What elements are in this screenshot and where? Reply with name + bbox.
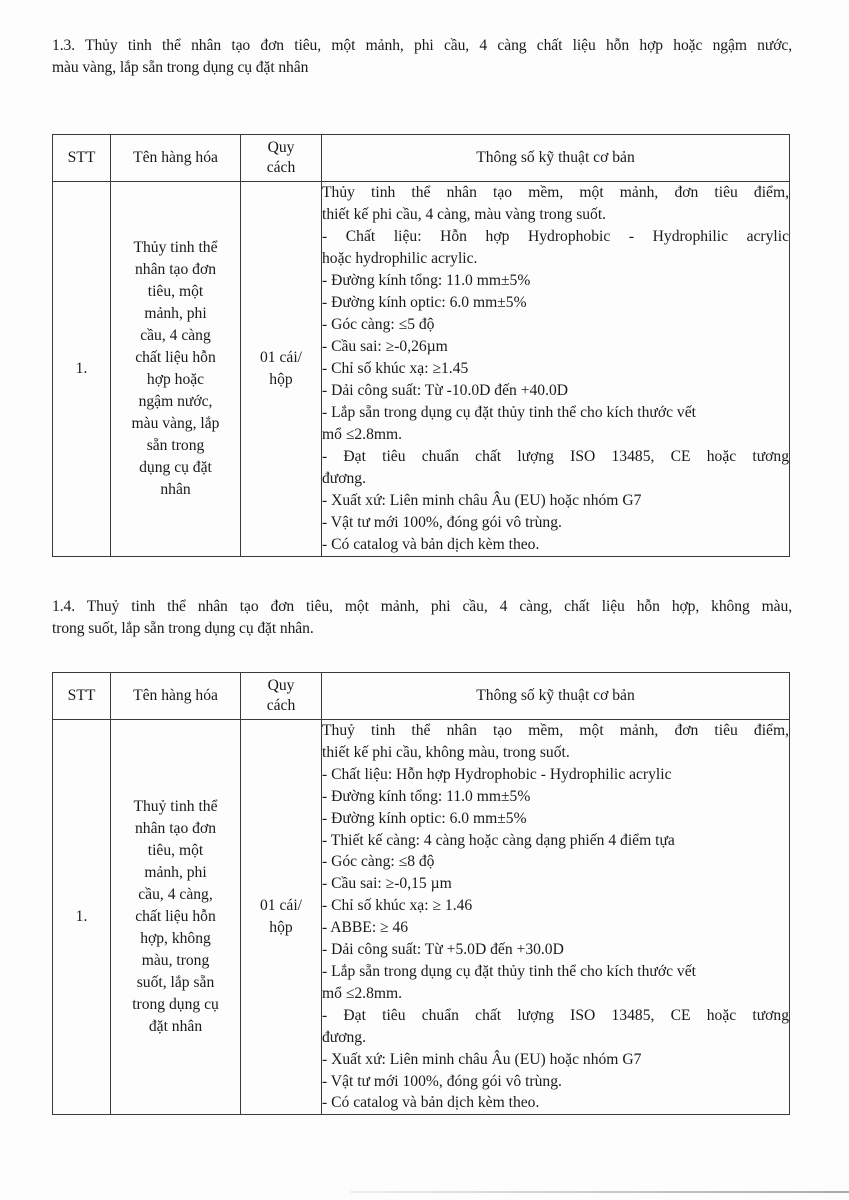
spec-line: Thủy tinh thể nhân tạo mềm, một mảnh, đơn tiêu điểm, xyxy=(322,184,789,201)
product-name-line: mảnh, phi xyxy=(144,864,207,882)
row-stt: 1. xyxy=(53,720,111,1115)
header-stt: STT xyxy=(53,135,111,182)
spec-line: - Lắp sẵn trong dụng cụ đặt thủy tinh thể cho kích thước vết xyxy=(322,962,696,980)
product-name-line: màu vàng, lắp xyxy=(131,415,220,432)
spec-line: hoặc hydrophilic acrylic. xyxy=(322,250,478,267)
spec-line: - Đạt tiêu chuẩn chất lượng ISO 13485, CE hoặc tương xyxy=(322,448,789,465)
table-row xyxy=(53,720,790,1115)
spec-line: - Xuất xứ: Liên minh châu Âu (EU) hoặc nhóm G7 xyxy=(322,1050,642,1068)
header-packaging xyxy=(241,135,322,182)
spec-line: - Đạt tiêu chuẩn chất lượng ISO 13485, CE hoặc tương xyxy=(322,1006,789,1024)
product-name-line: cầu, 4 càng, xyxy=(138,886,213,904)
product-name-line: chất liệu hỗn xyxy=(135,349,216,366)
product-name-line: đặt nhân xyxy=(148,1018,203,1036)
spec-line: - Cầu sai: ≥-0,26µm xyxy=(322,338,448,355)
header-specifications: Thông số kỹ thuật cơ bản xyxy=(322,673,790,720)
spec-table-1-3 xyxy=(52,134,790,557)
heading-line: 1.4. Thuỷ tinh thể nhân tạo đơn tiêu, một mảnh, phi cầu, 4 càng, chất liệu hỗn hợp, không màu, xyxy=(52,598,792,615)
spec-line: thiết kế phi cầu, không màu, trong suốt. xyxy=(322,743,570,761)
spec-line: - Đường kính tổng: 11.0 mm±5% xyxy=(322,787,531,805)
section-heading-1-4 xyxy=(52,596,792,640)
row-product-name xyxy=(111,182,241,557)
product-name-line: ngậm nước, xyxy=(138,393,213,410)
product-name-line: chất liệu hỗn xyxy=(135,908,216,926)
product-name-line: màu, trong xyxy=(141,952,210,970)
product-name-line: hợp hoặc xyxy=(146,371,205,388)
header-stt: STT xyxy=(53,673,111,720)
heading-line: trong suốt, lắp sẵn trong dụng cụ đặt nhân. xyxy=(52,620,314,637)
spec-line: - Đường kính optic: 6.0 mm±5% xyxy=(322,294,527,311)
packaging-line: 01 cái/ xyxy=(260,349,302,366)
row-packaging xyxy=(241,720,322,1115)
spec-line: đương. xyxy=(322,470,366,487)
row-product-name xyxy=(111,720,241,1115)
product-name-line: nhân tạo đơn xyxy=(135,261,216,278)
product-name-line: tiêu, một xyxy=(147,283,204,300)
product-name-line: nhân xyxy=(160,481,191,498)
product-name-line: sẵn trong xyxy=(146,437,205,454)
spec-line: - ABBE: ≥ 46 xyxy=(322,919,409,937)
product-name-line: cầu, 4 càng xyxy=(140,327,211,344)
spec-line: - Góc càng: ≤5 độ xyxy=(322,316,435,333)
spec-line: - Góc càng: ≤8 độ xyxy=(322,853,435,871)
spec-line: - Dải công suất: Từ +5.0D đến +30.0D xyxy=(322,941,564,959)
heading-line: màu vàng, lắp sẵn trong dụng cụ đặt nhân xyxy=(52,59,309,76)
header-specifications: Thông số kỹ thuật cơ bản xyxy=(322,135,790,182)
spec-line: - Chỉ số khúc xạ: ≥ 1.46 xyxy=(322,897,473,915)
scan-edge-line xyxy=(350,1191,849,1193)
product-name-line: dụng cụ đặt xyxy=(139,459,212,476)
spec-line: Thuỷ tinh thể nhân tạo mềm, một mảnh, đơn tiêu điểm, xyxy=(322,722,789,739)
section-heading-1-3 xyxy=(52,35,792,79)
row-packaging xyxy=(241,182,322,557)
header-product-name: Tên hàng hóa xyxy=(111,673,241,720)
product-name-line: trong dụng cụ xyxy=(132,996,219,1014)
spec-line: thiết kế phi cầu, 4 càng, màu vàng trong suốt. xyxy=(322,206,607,223)
header-product-name: Tên hàng hóa xyxy=(111,135,241,182)
table-row xyxy=(53,182,790,557)
spec-line: - Đường kính optic: 6.0 mm±5% xyxy=(322,809,527,827)
product-name-line: suốt, lắp sẵn xyxy=(136,974,215,992)
spec-line: - Vật tư mới 100%, đóng gói vô trùng. xyxy=(322,1072,562,1090)
spec-line: - Xuất xứ: Liên minh châu Âu (EU) hoặc nhóm G7 xyxy=(322,492,642,509)
header-packaging-line: Quy xyxy=(267,139,295,156)
spec-line: - Dải công suất: Từ -10.0D đến +40.0D xyxy=(322,382,569,399)
row-stt: 1. xyxy=(53,182,111,557)
packaging-line: hộp xyxy=(269,919,293,937)
packaging-line: 01 cái/ xyxy=(260,897,302,915)
row-specifications xyxy=(322,182,790,557)
row-specifications xyxy=(322,720,790,1115)
spec-table-1-4 xyxy=(52,672,790,1115)
header-packaging-line: cách xyxy=(266,697,296,714)
spec-line: - Vật tư mới 100%, đóng gói vô trùng. xyxy=(322,514,562,531)
product-name-line: Thuỷ tinh thể xyxy=(133,798,218,816)
spec-line: mổ ≤2.8mm. xyxy=(322,426,403,443)
spec-line: - Lắp sẵn trong dụng cụ đặt thủy tinh thể cho kích thước vết xyxy=(322,404,696,421)
spec-line: - Chỉ số khúc xạ: ≥1.45 xyxy=(322,360,469,377)
spec-line: - Cầu sai: ≥-0,15 µm xyxy=(322,875,452,893)
header-packaging xyxy=(241,673,322,720)
product-name-line: hợp, không xyxy=(140,930,211,948)
spec-line: mổ ≤2.8mm. xyxy=(322,984,403,1002)
heading-line: 1.3. Thủy tinh thể nhân tạo đơn tiêu, một mảnh, phi cầu, 4 càng chất liệu hỗn hợp hoặc ngậm nước, xyxy=(52,37,792,54)
product-name-line: nhân tạo đơn xyxy=(135,820,216,838)
spec-line: - Chất liệu: Hỗn hợp Hydrophobic - Hydrophilic acrylic xyxy=(322,228,789,245)
spec-line: - Đường kính tổng: 11.0 mm±5% xyxy=(322,272,531,289)
spec-line: - Có catalog và bản dịch kèm theo. xyxy=(322,1094,540,1112)
table-header-row xyxy=(53,135,790,182)
product-name-line: tiêu, một xyxy=(147,842,204,860)
spec-line: - Có catalog và bản dịch kèm theo. xyxy=(322,536,540,553)
spec-line: - Thiết kế càng: 4 càng hoặc càng dạng phiến 4 điểm tựa xyxy=(322,831,675,849)
product-name-line: mảnh, phi xyxy=(144,305,207,322)
product-name-line: Thủy tinh thể xyxy=(133,239,218,256)
header-packaging-line: Quy xyxy=(267,677,295,694)
table-header-row xyxy=(53,673,790,720)
packaging-line: hộp xyxy=(269,371,293,388)
spec-line: - Chất liệu: Hỗn hợp Hydrophobic - Hydrophilic acrylic xyxy=(322,765,672,783)
spec-line: đương. xyxy=(322,1028,366,1046)
header-packaging-line: cách xyxy=(266,159,296,176)
